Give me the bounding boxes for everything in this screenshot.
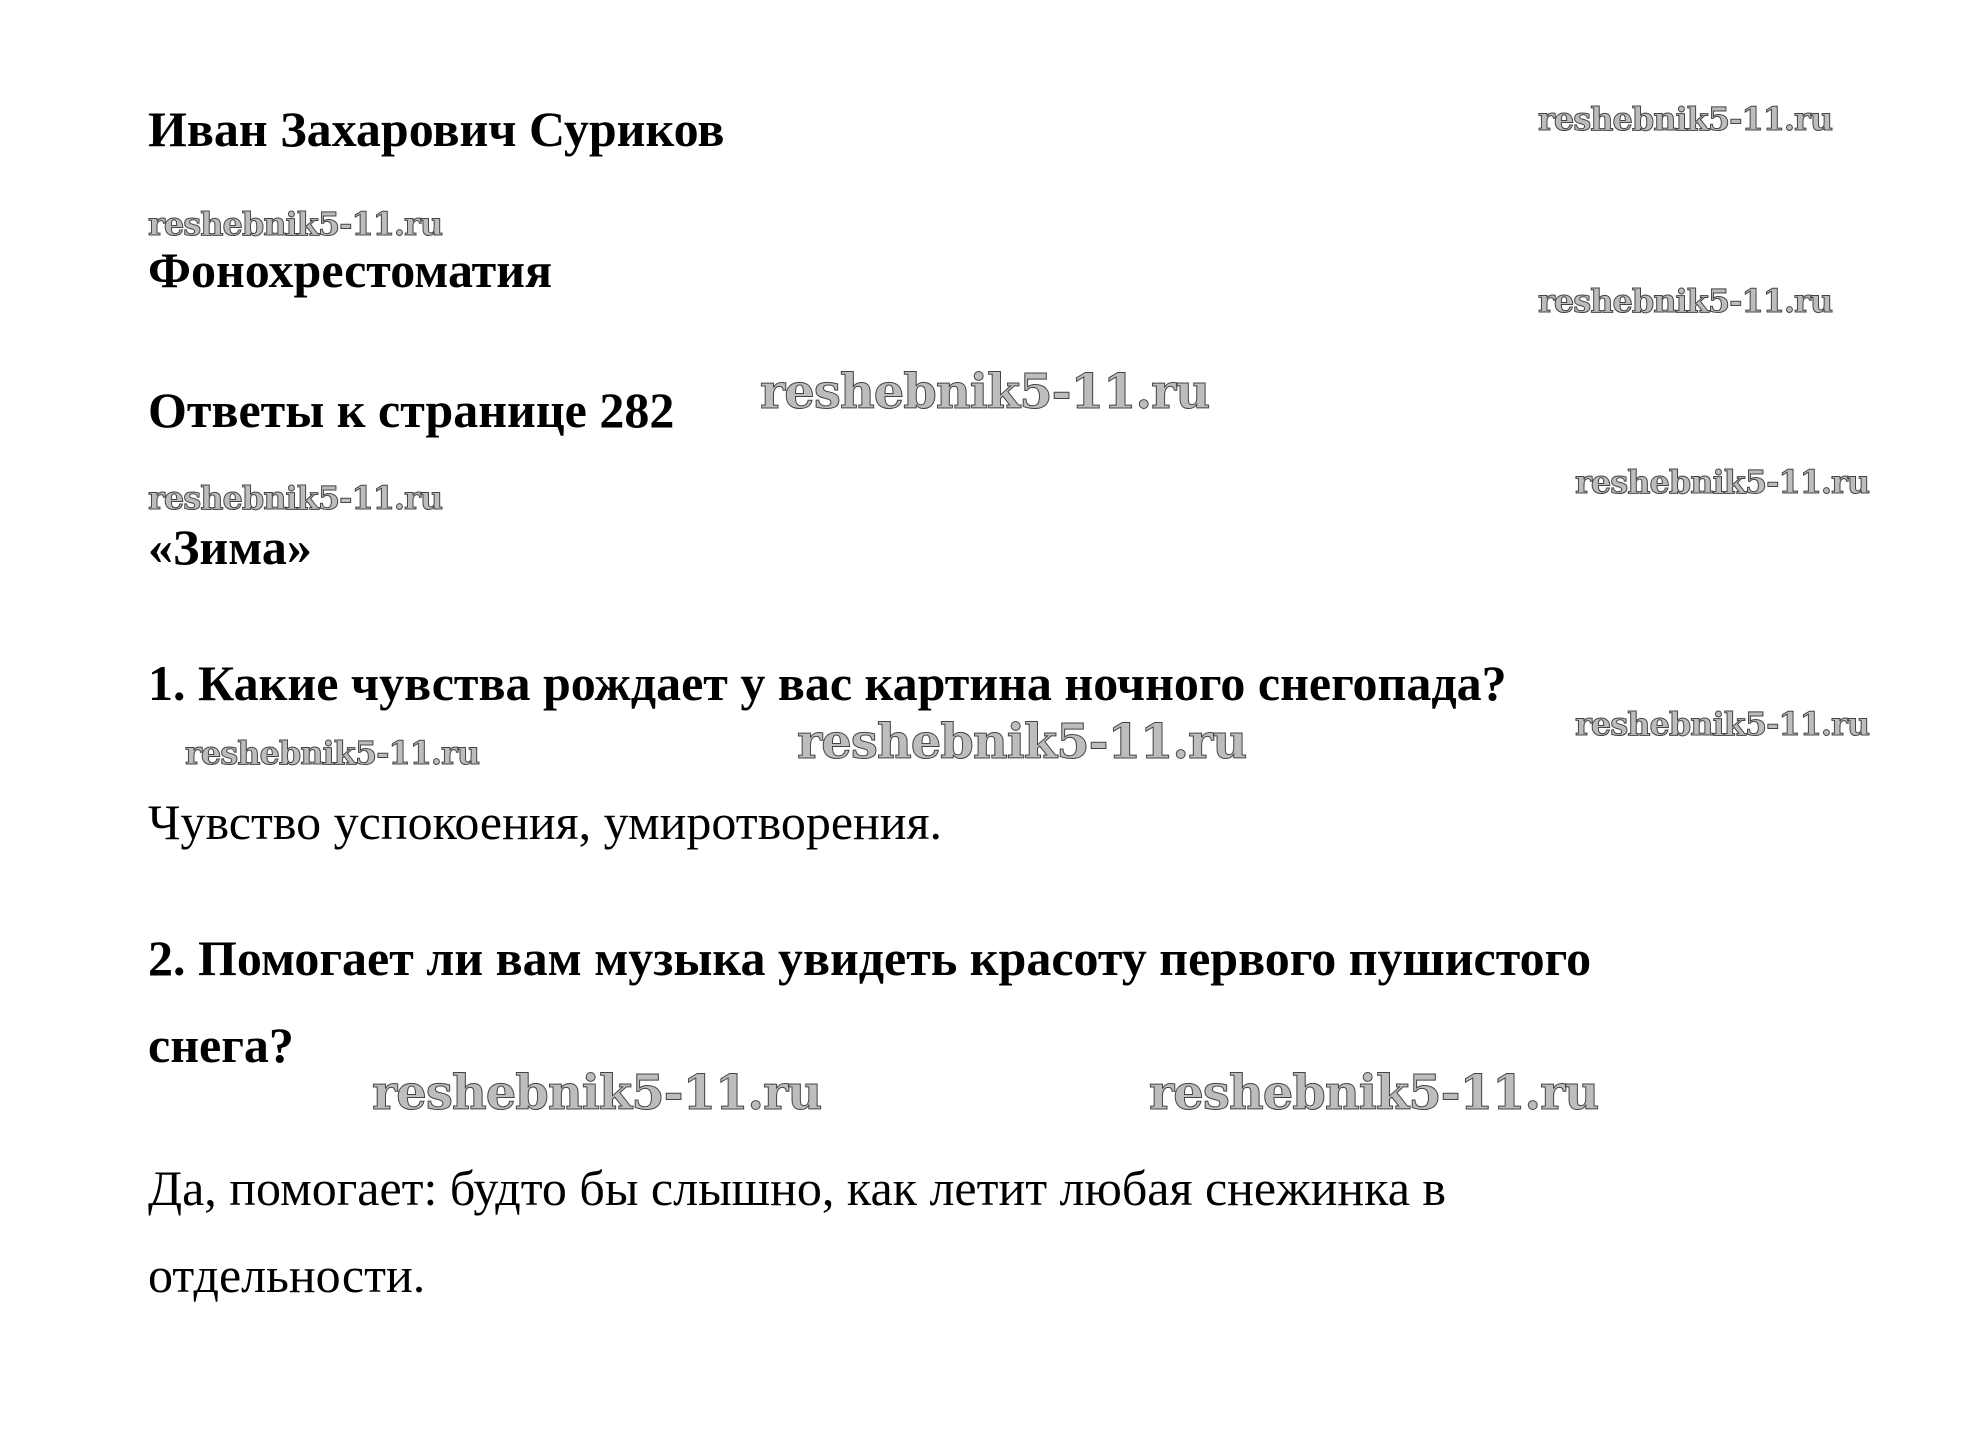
watermark: reshebnik5-11.ru (760, 364, 1210, 420)
author-name: Иван Захарович Суриков (148, 101, 725, 157)
answer-2-line-1: Да, помогает: будто бы слышно, как летит любая снежинка в (148, 1160, 1447, 1216)
watermark: reshebnik5-11.ru (1149, 1065, 1599, 1121)
question-2-line-1: 2. Помогает ли вам музыка увидеть красоту первого пушистого (148, 930, 1592, 986)
question-2-line-2: снега? (148, 1017, 294, 1073)
watermark: reshebnik5-11.ru (1538, 282, 1833, 320)
watermark: reshebnik5-11.ru (185, 734, 480, 772)
watermark: reshebnik5-11.ru (797, 714, 1247, 770)
watermark: reshebnik5-11.ru (372, 1065, 822, 1121)
watermark: reshebnik5-11.ru (1575, 705, 1870, 743)
watermark: reshebnik5-11.ru (1575, 463, 1870, 501)
page-heading: Ответы к странице 282 (148, 382, 675, 438)
watermark: reshebnik5-11.ru (148, 479, 443, 517)
question-1: 1. Какие чувства рождает у вас картина ночного снегопада? (148, 655, 1507, 711)
watermark: reshebnik5-11.ru (1538, 100, 1833, 138)
answer-2-line-2: отдельности. (148, 1247, 426, 1303)
section-title: Фонохрестоматия (148, 242, 553, 298)
answer-1: Чувство успокоения, умиротворения. (148, 794, 943, 850)
watermark: reshebnik5-11.ru (148, 205, 443, 243)
work-title: «Зима» (148, 519, 312, 575)
